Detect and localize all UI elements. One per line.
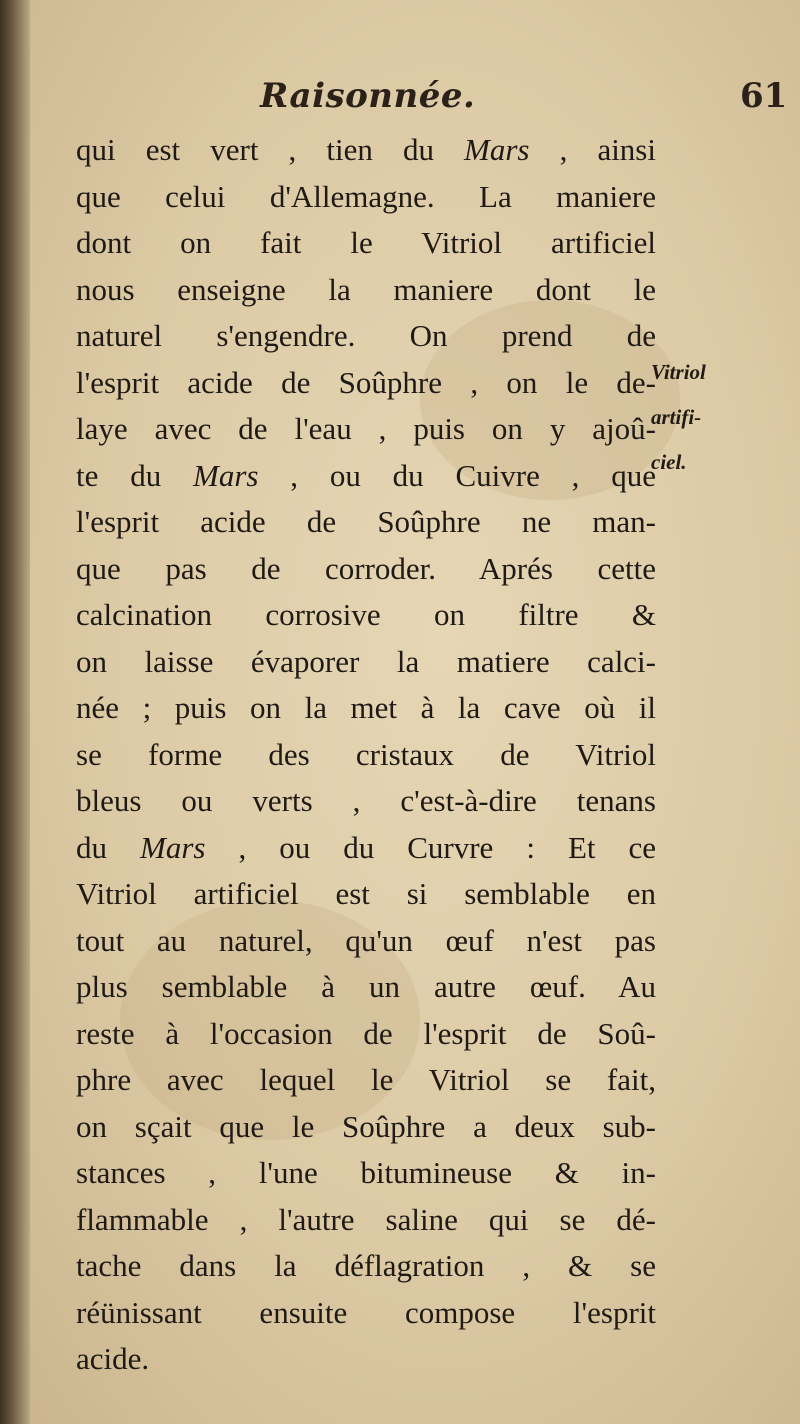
body-text	[76, 127, 656, 1383]
text-line: te du Mars , ou du Cuivre , que	[76, 457, 656, 493]
text-line: laye avec de l'eau , puis on y ajoû-	[76, 411, 656, 446]
text-line: que celui d'Allemagne. La maniere	[76, 178, 656, 214]
text-line: que pas de corroder. Aprés cette	[76, 550, 656, 586]
text-line: tout au naturel, qu'un œuf n'est pas	[76, 922, 656, 958]
text-line: stances , l'une bitumineuse & in-	[76, 1155, 656, 1190]
text-line: dont on fait le Vitriol artificiel	[76, 225, 656, 260]
text-line: on laisse évaporer la matiere calci-	[76, 643, 656, 679]
text-line: reste à l'occasion de l'esprit de Soû-	[76, 1015, 656, 1051]
margin-note-line: Vitriol	[651, 360, 706, 384]
text-line: tache dans la déflagration , & se	[76, 1248, 656, 1283]
page-number: 61	[740, 76, 788, 116]
text-line: qui est vert , tien du Mars , ainsi	[76, 132, 656, 167]
text-line: nous enseigne la maniere dont le	[76, 271, 656, 307]
margin-note-line: ciel.	[651, 450, 687, 474]
text-line: flammable , l'autre saline qui se dé-	[76, 1201, 656, 1237]
text-line: naturel s'engendre. On prend de	[76, 318, 656, 353]
text-line: phre avec lequel le Vitriol se fait,	[76, 1062, 656, 1097]
text-line: née ; puis on la met à la cave où il	[76, 690, 656, 725]
margin-note	[651, 350, 791, 485]
text-line: du Mars , ou du Curvre : Et ce	[76, 829, 657, 865]
margin-note-line: artifi-	[651, 405, 702, 429]
text-line: bleus ou verts , c'est-à-dire tenans	[76, 783, 656, 818]
book-gutter	[0, 0, 30, 1424]
text-line: plus semblable à un autre œuf. Au	[76, 969, 656, 1004]
text-line: l'esprit acide de Soûphre ne man-	[76, 504, 656, 539]
text-line: réünissant ensuite compose l'esprit	[76, 1294, 656, 1330]
text-line: l'esprit acide de Soûphre , on le de-	[76, 364, 656, 400]
text-line: calcination corrosive on filtre &	[76, 597, 656, 632]
text-line: Vitriol artificiel est si semblable en	[76, 876, 656, 911]
text-line: acide.	[76, 1341, 150, 1376]
text-line: se forme des cristaux de Vitriol	[76, 736, 656, 772]
text-line: on sçait que le Soûphre a deux sub-	[76, 1108, 656, 1144]
running-title: Raisonnée.	[260, 76, 476, 116]
